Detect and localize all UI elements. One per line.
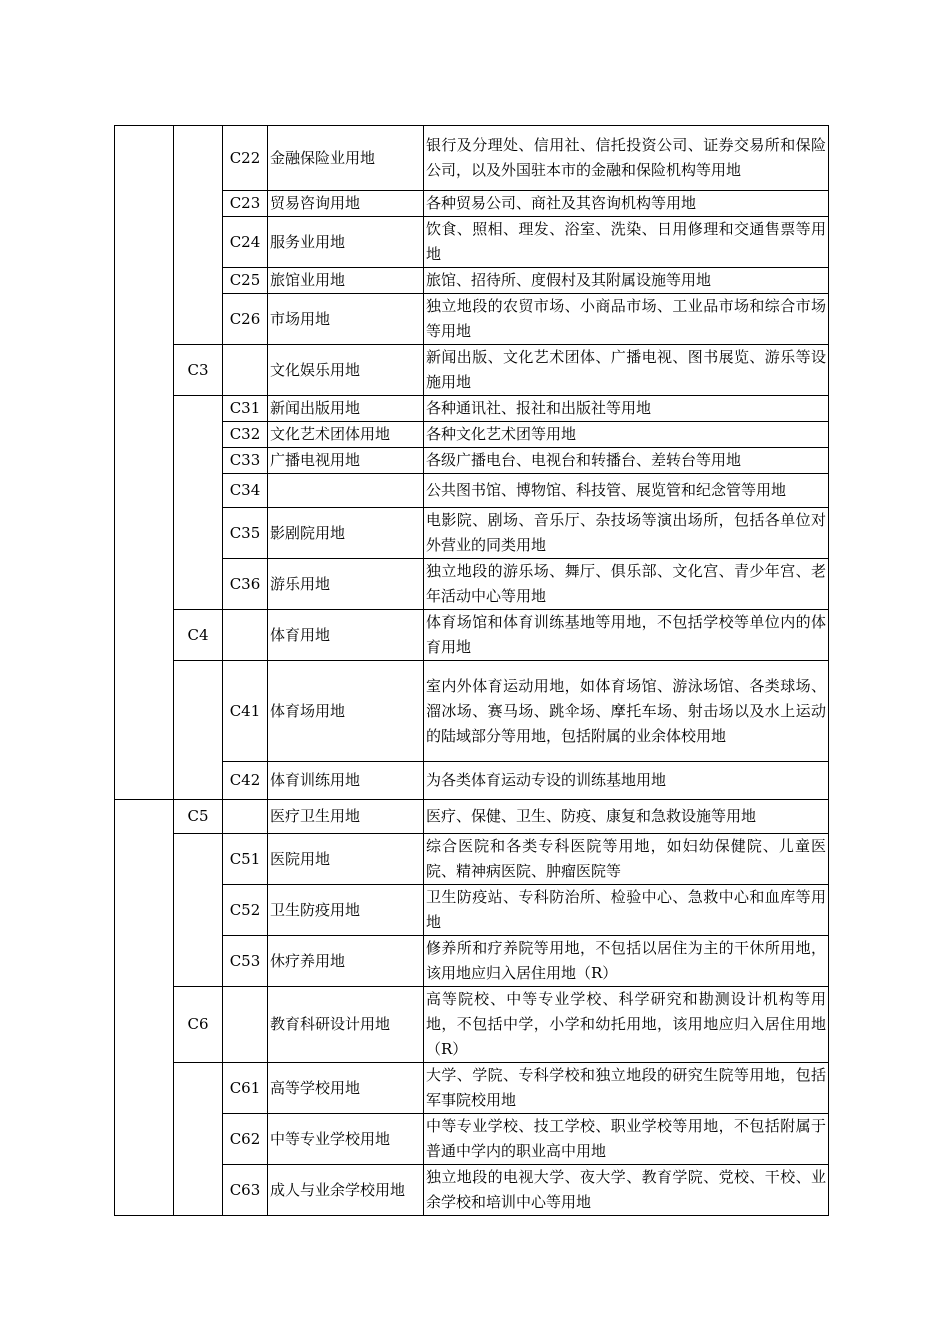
minor-class-code: C36 [223,559,268,610]
category-description: 卫生防疫站、专科防治所、检验中心、急救中心和血库等用地 [424,885,829,936]
table-row [115,448,829,474]
table-row [115,474,829,508]
minor-class-code [223,610,268,661]
category-description: 大学、学院、专科学校和独立地段的研究生院等用地，包括军事院校用地 [424,1063,829,1114]
category-name: 卫生防疫用地 [268,885,424,936]
minor-class-code: C33 [223,448,268,474]
category-name: 医院用地 [268,834,424,885]
category-name: 医疗卫生用地 [268,800,424,834]
minor-class-code: C31 [223,396,268,422]
minor-class-code: C32 [223,422,268,448]
table-row [115,610,829,661]
table-row [115,294,829,345]
category-name: 服务业用地 [268,217,424,268]
land-use-classification-table [114,125,829,1216]
minor-class-code: C23 [223,191,268,217]
category-description: 高等院校、中等专业学校、科学研究和勘测设计机构等用地，不包括中学，小学和幼托用地，该用地应归入居住用地（R） [424,987,829,1063]
medium-class-cell [174,126,223,345]
minor-class-code: C53 [223,936,268,987]
category-description: 银行及分理处、信用社、信托投资公司、证券交易所和保险公司，以及外国驻本市的金融和保险机构等用地 [424,126,829,191]
category-name: 游乐用地 [268,559,424,610]
category-name: 成人与业余学校用地 [268,1165,424,1216]
category-description: 饮食、照相、理发、浴室、洗染、日用修理和交通售票等用地 [424,217,829,268]
minor-class-code: C22 [223,126,268,191]
category-name: 贸易咨询用地 [268,191,424,217]
table-row [115,191,829,217]
table-row [115,936,829,987]
category-description: 独立地段的农贸市场、小商品市场、工业品市场和综合市场等用地 [424,294,829,345]
medium-class-cell [174,1063,223,1216]
table-row [115,559,829,610]
category-name: 文化娱乐用地 [268,345,424,396]
minor-class-code [223,987,268,1063]
table-row [115,987,829,1063]
minor-class-code [223,800,268,834]
minor-class-code: C62 [223,1114,268,1165]
category-name [268,474,424,508]
medium-class-cell [174,396,223,610]
table-row [115,508,829,559]
category-description: 修养所和疗养院等用地，不包括以居住为主的干休所用地，该用地应归入居住用地（R） [424,936,829,987]
category-description: 电影院、剧场、音乐厅、杂技场等演出场所，包括各单位对外营业的同类用地 [424,508,829,559]
table-row [115,268,829,294]
table-row [115,126,829,191]
table-row [115,217,829,268]
category-description: 室内外体育运动用地，如体育场馆、游泳场馆、各类球场、溜冰场、赛马场、跳伞场、摩托车场、射击场以及水上运动的陆域部分等用地，包括附属的业余体校用地 [424,661,829,762]
category-description: 各种文化艺术团等用地 [424,422,829,448]
category-description: 旅馆、招待所、度假村及其附属设施等用地 [424,268,829,294]
category-name: 体育训练用地 [268,762,424,800]
minor-class-code: C26 [223,294,268,345]
minor-class-code: C25 [223,268,268,294]
medium-class-cell [174,834,223,987]
minor-class-code: C63 [223,1165,268,1216]
minor-class-code: C35 [223,508,268,559]
table-row [115,661,829,762]
table-row [115,1165,829,1216]
table-row [115,422,829,448]
table-row [115,885,829,936]
category-name: 旅馆业用地 [268,268,424,294]
table-row [115,762,829,800]
major-class-cell [115,800,174,1216]
category-name: 影剧院用地 [268,508,424,559]
minor-class-code: C41 [223,661,268,762]
category-description: 新闻出版、文化艺术团体、广播电视、图书展览、游乐等设施用地 [424,345,829,396]
table-row [115,345,829,396]
medium-class-cell [174,661,223,800]
category-name: 文化艺术团体用地 [268,422,424,448]
category-description: 公共图书馆、博物馆、科技管、展览管和纪念管等用地 [424,474,829,508]
table-row [115,396,829,422]
category-name: 高等学校用地 [268,1063,424,1114]
category-name: 中等专业学校用地 [268,1114,424,1165]
minor-class-code: C52 [223,885,268,936]
category-name: 新闻出版用地 [268,396,424,422]
medium-class-code: C4 [174,610,223,661]
category-name: 体育场用地 [268,661,424,762]
category-name: 广播电视用地 [268,448,424,474]
minor-class-code: C51 [223,834,268,885]
table-row [115,834,829,885]
category-name: 休疗养用地 [268,936,424,987]
category-description: 体育场馆和体育训练基地等用地，不包括学校等单位内的体育用地 [424,610,829,661]
category-description: 各种贸易公司、商社及其咨询机构等用地 [424,191,829,217]
major-class-cell [115,126,174,800]
category-description: 独立地段的电视大学、夜大学、教育学院、党校、干校、业余学校和培训中心等用地 [424,1165,829,1216]
category-name: 教育科研设计用地 [268,987,424,1063]
category-description: 中等专业学校、技工学校、职业学校等用地，不包括附属于普通中学内的职业高中用地 [424,1114,829,1165]
category-description: 综合医院和各类专科医院等用地，如妇幼保健院、儿童医院、精神病医院、肿瘤医院等 [424,834,829,885]
minor-class-code: C42 [223,762,268,800]
minor-class-code: C24 [223,217,268,268]
category-description: 各种通讯社、报社和出版社等用地 [424,396,829,422]
category-description: 独立地段的游乐场、舞厅、俱乐部、文化宫、青少年宫、老年活动中心等用地 [424,559,829,610]
medium-class-code: C6 [174,987,223,1063]
minor-class-code: C61 [223,1063,268,1114]
table-row [115,1114,829,1165]
table-row [115,800,829,834]
medium-class-code: C3 [174,345,223,396]
category-description: 各级广播电台、电视台和转播台、差转台等用地 [424,448,829,474]
category-name: 体育用地 [268,610,424,661]
minor-class-code: C34 [223,474,268,508]
category-description: 为各类体育运动专设的训练基地用地 [424,762,829,800]
medium-class-code: C5 [174,800,223,834]
category-description: 医疗、保健、卫生、防疫、康复和急救设施等用地 [424,800,829,834]
category-name: 市场用地 [268,294,424,345]
minor-class-code [223,345,268,396]
table-row [115,1063,829,1114]
category-name: 金融保险业用地 [268,126,424,191]
